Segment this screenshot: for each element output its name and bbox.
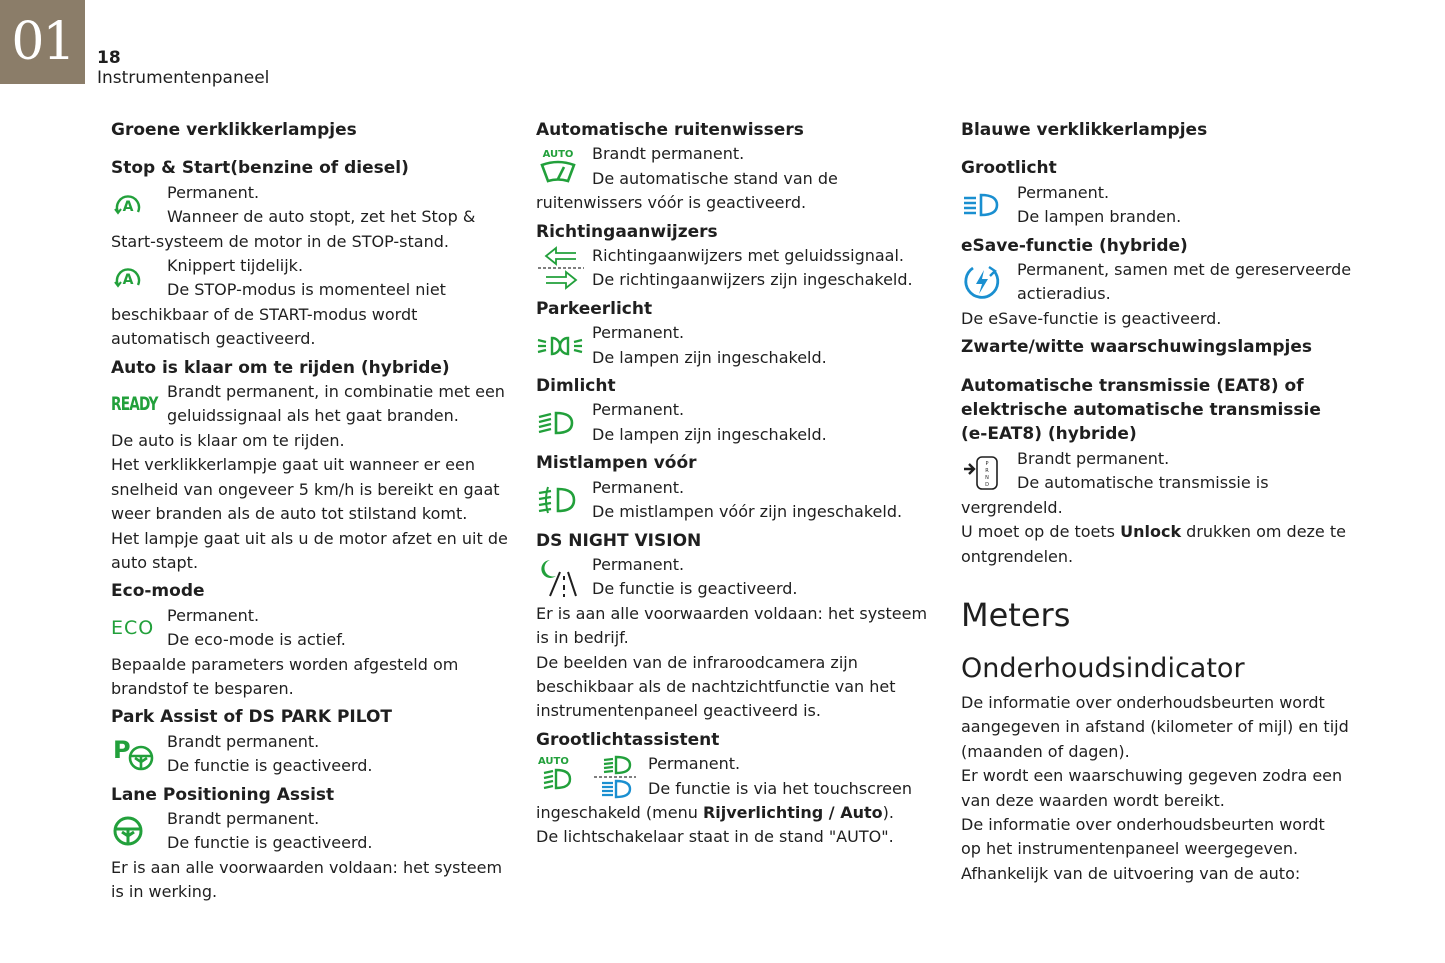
- column-3: [961, 118, 1356, 886]
- fog-heading: Mistlampen vóór: [536, 453, 697, 474]
- ready-heading: Auto is klaar om te rijden (hybride): [111, 357, 450, 378]
- park-heading: Park Assist of DS PARK PILOT: [111, 707, 393, 728]
- night-line1: Permanent.: [592, 554, 685, 574]
- section-heading-blue: Blauwe verklikkerlampjes: [961, 120, 1208, 140]
- high-line2: De lampen branden.: [1017, 207, 1182, 227]
- trans-cont: vergrendeld.: [961, 497, 1063, 517]
- fog-line1: Permanent.: [592, 477, 685, 497]
- parking-heading: Parkeerlicht: [536, 298, 653, 319]
- night-p1b: is in bedrijf.: [536, 628, 629, 648]
- trans-block: [961, 447, 1356, 496]
- dipped-heading: Dimlicht: [536, 376, 616, 397]
- hba-block: [536, 752, 931, 801]
- stop-start-block-b: [111, 254, 511, 303]
- maint-p1c: (maanden of dagen).: [961, 741, 1130, 761]
- trans-p1b: ontgrendelen.: [961, 546, 1074, 566]
- ready-p2b: snelheid van ongeveer 5 km/h is bereikt en gaat: [111, 479, 500, 499]
- ready-p2c: weer branden als de auto tot stilstand komt.: [111, 504, 468, 524]
- hba-p1: De lichtschakelaar staat in de stand "AUTO".: [536, 827, 894, 847]
- hba-heading: Grootlichtassistent: [536, 729, 720, 750]
- hba-line2: De functie is via het touchscreen: [648, 778, 912, 798]
- svg-text:AUTO: AUTO: [542, 148, 574, 160]
- high-beam-icon: [961, 192, 1017, 218]
- column-2: [536, 118, 931, 850]
- esave-heading: eSave-functie (hybride): [961, 235, 1188, 256]
- night-vision-icon: [536, 556, 592, 598]
- column-1: [111, 118, 511, 905]
- auto-wiper-icon: [536, 147, 592, 187]
- maint-p4: Afhankelijk van de uitvoering van de auto:: [961, 863, 1301, 883]
- svg-text:P: P: [113, 736, 131, 765]
- indicators-line1: Richtingaanwijzers met geluidssignaal.: [592, 246, 905, 266]
- svg-text:D: D: [985, 482, 989, 489]
- section-title: Instrumentenpaneel: [97, 68, 270, 88]
- dipped-block: [536, 398, 931, 447]
- night-p2b: beschikbaar als de nachtzichtfunctie van het: [536, 676, 896, 696]
- section-heading-green: Groene verklikkerlampjes: [111, 120, 357, 140]
- svg-text:A: A: [122, 199, 134, 216]
- trans-line2: De automatische transmissie is: [1017, 473, 1269, 493]
- unlock-key-label: Unlock: [1120, 522, 1182, 542]
- section-heading-bw: Zwarte/witte waarschuwingslampjes: [961, 337, 1312, 358]
- maint-p1a: De informatie over onderhoudsbeurten wordt: [961, 692, 1325, 712]
- esave-icon: [961, 261, 1017, 303]
- stop-start-a-line2: Wanneer de auto stopt, zet het Stop &: [167, 207, 476, 227]
- stop-start-flash-icon: [111, 263, 167, 293]
- stop-start-icon: [111, 190, 167, 220]
- park-line2: De functie is geactiveerd.: [167, 756, 373, 776]
- meters-title: Meters: [961, 595, 1071, 634]
- eco-line1: Permanent.: [167, 605, 260, 625]
- night-block: [536, 553, 931, 602]
- night-heading: DS NIGHT VISION: [536, 530, 702, 551]
- wipers-cont: ruitenwissers vóór is geactiveerd.: [536, 193, 807, 213]
- eco-block: [111, 604, 511, 653]
- eco-line2: De eco-mode is actief.: [167, 630, 346, 650]
- dipped-beam-icon: [536, 410, 592, 436]
- night-p2a: De beelden van de infraroodcamera zijn: [536, 652, 858, 672]
- night-p1a: Er is aan alle voorwaarden voldaan: het systeem: [536, 603, 928, 623]
- indicators-block: [536, 244, 931, 293]
- high-block: [961, 181, 1356, 230]
- page-number: 18: [97, 48, 121, 68]
- dipped-line1: Permanent.: [592, 400, 685, 420]
- park-line1: Brandt permanent.: [167, 731, 320, 751]
- stop-start-b-line2: De STOP-modus is momenteel niet: [167, 280, 446, 300]
- parking-light-icon: [536, 334, 592, 358]
- maint-p3b: op het instrumentenpaneel weergegeven.: [961, 839, 1299, 859]
- hba-line1: Permanent.: [648, 754, 741, 774]
- ready-block: [111, 380, 511, 429]
- ready-p1: De auto is klaar om te rijden.: [111, 430, 345, 450]
- parking-line2: De lampen zijn ingeschakeld.: [592, 347, 827, 367]
- maintenance-title: Onderhoudsindicator: [961, 652, 1245, 684]
- wipers-line1: Brandt permanent.: [592, 144, 745, 164]
- esave-line1: Permanent, samen met de gereserveerde: [1017, 260, 1352, 280]
- ready-line1: Brandt permanent, in combinatie met een: [167, 382, 505, 402]
- stop-start-heading: Stop & Start(benzine of diesel): [111, 158, 409, 179]
- indicators-heading: Richtingaanwijzers: [536, 221, 718, 242]
- ready-p2a: Het verklikkerlampje gaat uit wanneer er een: [111, 455, 475, 475]
- trans-heading-2: elektrische automatische transmissie: [961, 400, 1321, 421]
- high-line1: Permanent.: [1017, 182, 1110, 202]
- turn-signal-icon: [536, 245, 592, 291]
- stop-start-block-a: [111, 181, 511, 230]
- wipers-line2: De automatische stand van de: [592, 168, 838, 188]
- fog-line2: De mistlampen vóór zijn ingeschakeld.: [592, 502, 903, 522]
- hba-cont: ingeschakeld (menu Rijverlichting / Auto).: [536, 802, 894, 822]
- ready-icon: READY: [111, 393, 158, 416]
- fog-block: [536, 476, 931, 525]
- svg-text:N: N: [985, 475, 989, 482]
- eco-heading: Eco-mode: [111, 581, 205, 602]
- lane-block: [111, 807, 511, 856]
- trans-p1: U moet op de toets Unlock drukken om deze te: [961, 522, 1346, 542]
- maint-p1b: aangegeven in afstand (kilometer of mijl) en tijd: [961, 717, 1349, 737]
- stop-start-b-cont2: automatisch geactiveerd.: [111, 329, 316, 349]
- lane-p1a: Er is aan alle voorwaarden voldaan: het systeem: [111, 857, 503, 877]
- park-assist-icon: [111, 736, 167, 772]
- indicators-line2: De richtingaanwijzers zijn ingeschakeld.: [592, 270, 913, 290]
- parking-line1: Permanent.: [592, 323, 685, 343]
- night-line2: De functie is geactiveerd.: [592, 579, 798, 599]
- lane-line1: Brandt permanent.: [167, 808, 320, 828]
- maint-p2b: van deze waarden wordt bereikt.: [961, 790, 1225, 810]
- esave-line2: actieradius.: [1017, 284, 1111, 304]
- maint-p2a: Er wordt een waarschuwing gegeven zodra een: [961, 766, 1343, 786]
- steering-wheel-icon: [111, 814, 167, 848]
- high-beam-assist-icon: [536, 754, 648, 800]
- wipers-heading: Automatische ruitenwissers: [536, 120, 804, 140]
- stop-start-a-cont: Start-systeem de motor in de STOP-stand.: [111, 231, 449, 251]
- svg-text:P: P: [985, 461, 989, 468]
- trans-line1: Brandt permanent.: [1017, 448, 1170, 468]
- chapter-number: 01: [0, 0, 85, 84]
- svg-text:R: R: [985, 468, 989, 475]
- eco-p1b: brandstof te besparen.: [111, 678, 294, 698]
- svg-text:A: A: [122, 272, 134, 289]
- lane-heading: Lane Positioning Assist: [111, 784, 335, 805]
- eco-icon: ECO: [111, 616, 155, 639]
- svg-text:AUTO: AUTO: [538, 755, 569, 767]
- trans-heading-1: Automatische transmissie (EAT8) of: [961, 375, 1304, 396]
- ready-line2: geluidssignaal als het gaat branden.: [167, 406, 459, 426]
- stop-start-b-cont1: beschikbaar of de START-modus wordt: [111, 304, 418, 324]
- ready-p3b: auto stapt.: [111, 552, 199, 572]
- maint-p3a: De informatie over onderhoudsbeurten wordt: [961, 814, 1325, 834]
- lane-p1b: is in werking.: [111, 882, 218, 902]
- park-block: [111, 730, 511, 779]
- gear-selector-icon: [961, 451, 1017, 491]
- night-p2c: instrumentenpaneel geactiveerd is.: [536, 701, 821, 721]
- front-fog-icon: [536, 485, 592, 515]
- stop-start-a-line1: Permanent.: [167, 182, 260, 202]
- high-heading: Grootlicht: [961, 158, 1057, 179]
- trans-heading-3: (e-EAT8) (hybride): [961, 424, 1137, 445]
- wipers-block: [536, 142, 931, 191]
- lane-line2: De functie is geactiveerd.: [167, 833, 373, 853]
- eco-p1a: Bepaalde parameters worden afgesteld om: [111, 654, 459, 674]
- dipped-line2: De lampen zijn ingeschakeld.: [592, 424, 827, 444]
- esave-p1: De eSave-functie is geactiveerd.: [961, 308, 1222, 328]
- stop-start-b-line1: Knippert tijdelijk.: [167, 256, 304, 276]
- ready-p3a: Het lampje gaat uit als u de motor afzet en uit de: [111, 528, 508, 548]
- esave-block: [961, 258, 1356, 307]
- menu-path: Rijverlichting / Auto: [702, 802, 883, 822]
- parking-block: [536, 321, 931, 370]
